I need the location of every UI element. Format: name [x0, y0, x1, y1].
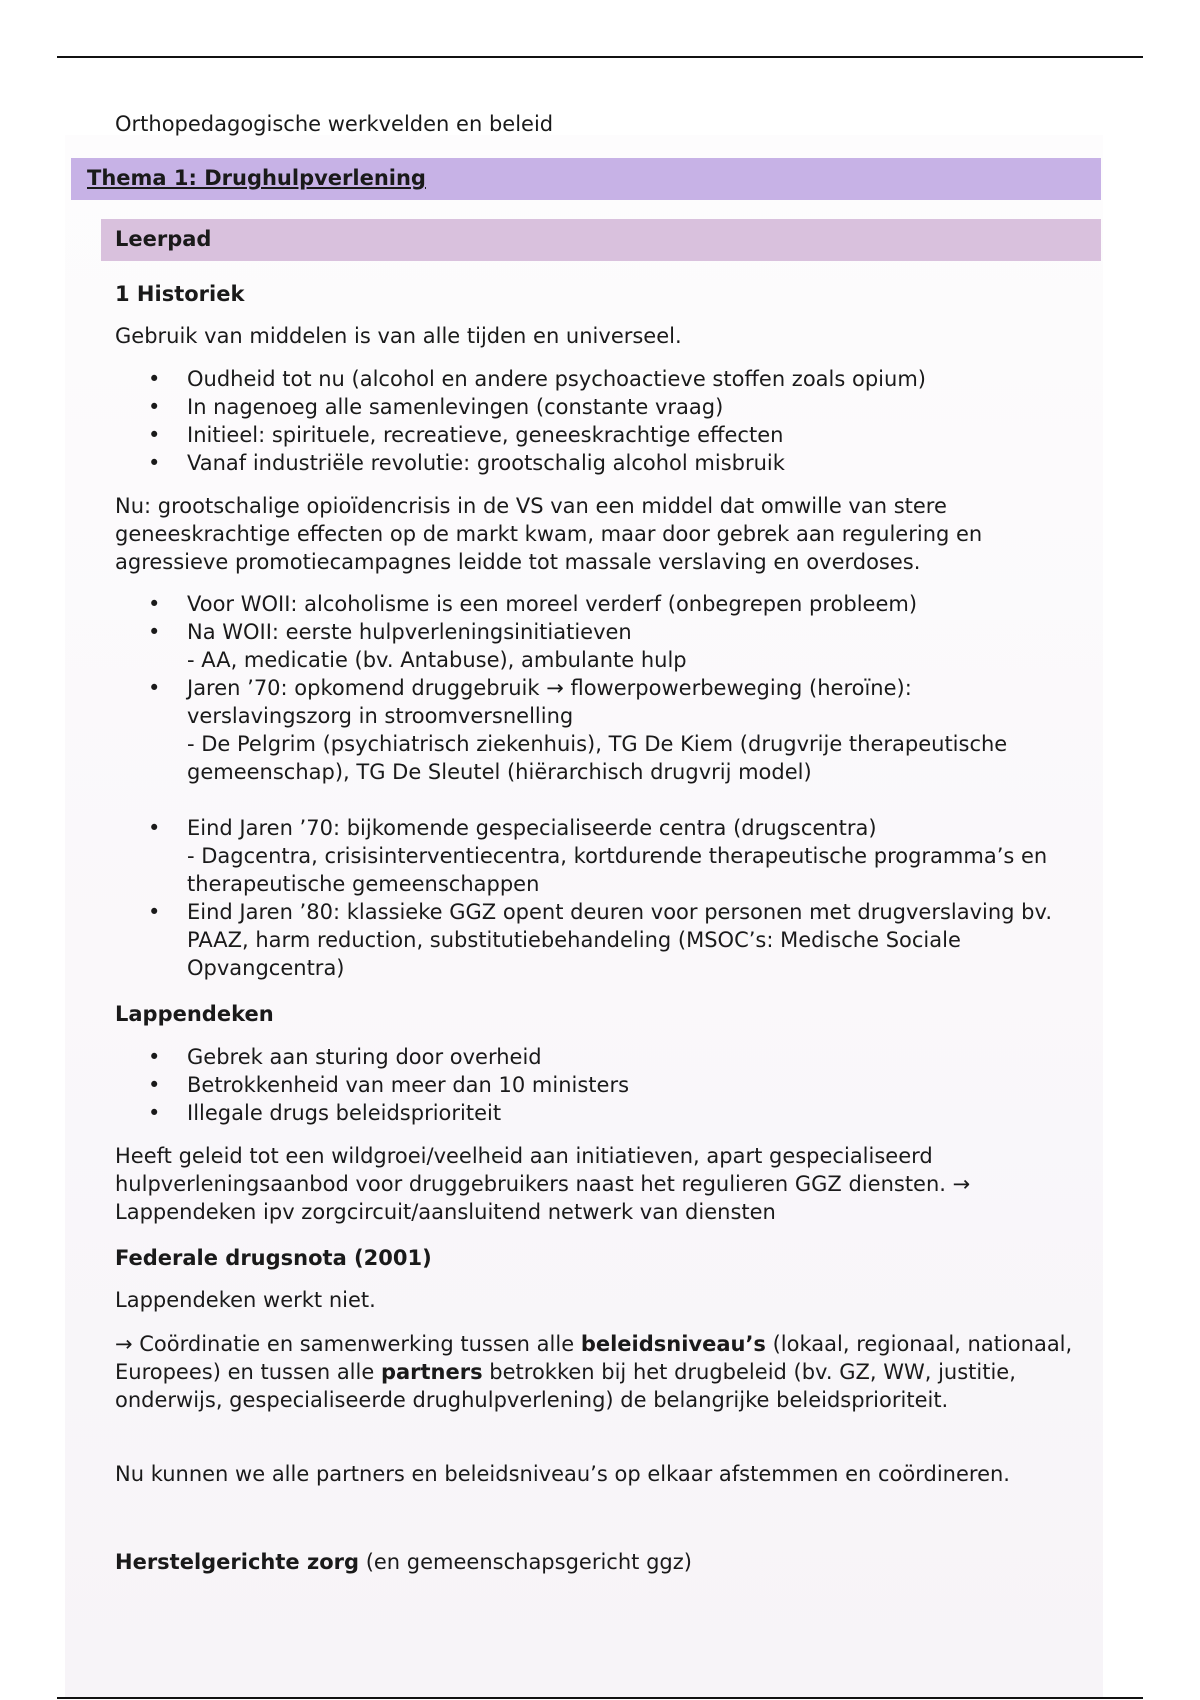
drugsnota-p2: → Coördinatie en samenwerking tussen alle beleidsniveau’s (lokaal, regionaal, nationaal, Europees) en tussen alle partners betrokken bij het drugbeleid (bv. GZ, WW, justitie, onderwijs, gespecialiseerde drughulpverlening) de belangrijke beleidsprioriteit.: [115, 1332, 1073, 1412]
list-item-text: Na WOII: eerste hulpverleningsinitiatieven: [187, 620, 632, 644]
list-item: [115, 618, 1075, 674]
lappendeken-paragraph: Heeft geleid tot een wildgroei/veelheid aan initiatieven, apart gespecialiseerd hulpverleningsaanbod voor druggebruikers naast het regulieren GGZ diensten. → Lappendeken ipv zorgcircuit/aansluitend netwerk van diensten: [115, 1144, 971, 1224]
historiek-intro: Gebruik van middelen is van alle tijden en universeel.: [115, 324, 682, 348]
list-item: • Gebrek aan sturing door overheid: [115, 1043, 1075, 1071]
bottom-rule: [57, 1697, 1143, 1699]
list-item-text: Eind Jaren ’70: bijkomende gespecialiseerde centra (drugscentra): [187, 816, 877, 840]
lappendeken-heading: Lappendeken: [115, 1002, 274, 1026]
list-item: [115, 814, 1075, 898]
list-item: • Betrokkenheid van meer dan 10 ministers: [115, 1071, 1075, 1099]
list-item: • In nagenoeg alle samenlevingen (constante vraag): [115, 393, 1075, 421]
list-item-sub: - AA, medicatie (bv. Antabuse), ambulante hulp: [187, 648, 687, 672]
theme-title: Thema 1: Drughulpverlening: [87, 166, 426, 190]
list-item-text: Voor WOII: alcoholisme is een moreel verderf (onbegrepen probleem): [187, 592, 918, 616]
historiek-list-1: [115, 365, 1075, 477]
list-item-sub: - Dagcentra, crisisinterventiecentra, kortdurende therapeutische programma’s en therapeutische gemeenschappen: [187, 844, 1048, 896]
list-item: • Initieel: spirituele, recreatieve, geneeskrachtige effecten: [115, 421, 1075, 449]
section-heading-historiek: 1 Historiek: [115, 282, 245, 306]
list-item-text: Jaren ’70: opkomend druggebruik → flowerpowerbeweging (heroïne): verslavingszorg in stroomversnelling: [187, 676, 912, 728]
leerpad-header-bar: [101, 219, 1101, 261]
drugsnota-p1: Lappendeken werkt niet.: [115, 1288, 376, 1312]
list-item: [115, 674, 1075, 814]
lappendeken-list: [115, 1043, 1075, 1127]
list-item: [115, 590, 1075, 618]
opioid-paragraph: Nu: grootschalige opioïdencrisis in de VS van een middel dat omwille van stere geneeskrachtige effecten op de markt kwam, maar door gebrek aan regulering en agressieve promotiecampagnes leidde tot massale verslaving en overdoses.: [115, 494, 983, 574]
list-item: • Oudheid tot nu (alcohol en andere psychoactieve stoffen zoals opium): [115, 365, 1075, 393]
list-item-text: Eind Jaren ’80: klassieke GGZ opent deuren voor personen met drugverslaving bv. PAAZ, harm reduction, substitutiebehandeling (MSOC’s: Medische Sociale Opvangcentra): [187, 900, 1052, 980]
list-item-sub: - De Pelgrim (psychiatrisch ziekenhuis), TG De Kiem (drugvrije therapeutische gemeenschap), TG De Sleutel (hiërarchisch drugvrij model): [187, 732, 1008, 784]
herstel-heading: Herstelgerichte zorg (en gemeenschapsgericht ggz): [115, 1550, 692, 1574]
list-item: [115, 898, 1075, 982]
drugsnota-p3: Nu kunnen we alle partners en beleidsniveau’s op elkaar afstemmen en coördineren.: [115, 1462, 1010, 1486]
bold-partners: partners: [380, 1360, 483, 1384]
list-item: • Illegale drugs beleidsprioriteit: [115, 1099, 1075, 1127]
list-item: • Vanaf industriële revolutie: grootschalig alcohol misbruik: [115, 449, 1075, 477]
historiek-list-2: [115, 590, 1075, 982]
top-rule: [57, 56, 1143, 58]
document-title: Orthopedagogische werkvelden en beleid: [115, 112, 554, 136]
leerpad-title: Leerpad: [115, 227, 212, 251]
drugsnota-heading: Federale drugsnota (2001): [115, 1246, 432, 1270]
bold-beleidsniveaus: beleidsniveau’s: [580, 1332, 766, 1356]
